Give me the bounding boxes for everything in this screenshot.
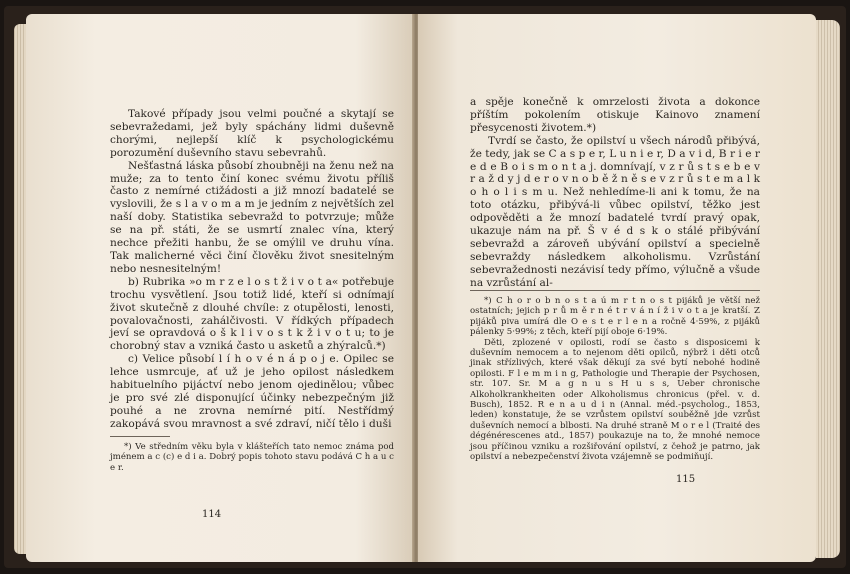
paragraph: Takové případy jsou velmi poučné a skytají se sebevražedami, jež byly spáchány lidmi duševně chorými, nejlepší klíč k psychologickému porozumění duševního stavu sebevrahů.: [110, 108, 394, 159]
paragraph: a spěje konečně k omrzelosti života a dokonce příštím pokolením otiskuje Kainovo znamení přesycenosti životem.*): [470, 96, 760, 134]
footnote: *) Ve středním věku byla v klášteřích tato nemoc známa pod jménem a c (c) e d i a. Dobrý popis tohoto stavu podává C h a u c e r.: [110, 442, 394, 473]
left-page-body: [110, 108, 394, 431]
left-page: [26, 14, 414, 562]
open-book: [4, 6, 846, 568]
right-page-body: [470, 96, 760, 290]
page-number-left: 114: [202, 509, 222, 520]
footnote-rule: [470, 290, 760, 291]
paragraph: Nešťastná láska působí zhoubněji na ženu než na muže; za to tento činí konec svému životu příliš často z nemírné ctižádosti a již mnozí badatelé se vyslovili, že s l a v o m a m je jedním z největších zel naší doby. Statistika sebevražd to potvrzuje; může se na př. státi, že se usmrtí znalec vína, který nechce přežiti hanbu, že se omýlil ve druhu vína. Tak malicherné věci činí člověku život snesitelným nebo nesnesitelným!: [110, 159, 394, 275]
right-page-footnotes: [470, 296, 760, 463]
paragraph: b) Rubrika »o m r z e l o s t ž i v o t a« potřebuje trochu vysvětlení. Jsou totiž lidé, kteří si odnímají život skutečně z dlouhé chvíle: z otupělosti, lenosti, povalovačnosti, zahálčivosti. V řídkých případech jeví se opravdová o š k l i v o s t k ž i v o t u; to je chorobný stav a vzniká často u asketů a zhýralců.*): [110, 275, 394, 353]
left-page-footnote: [110, 442, 394, 473]
footnote-rule: [110, 436, 170, 437]
paragraph: c) Velice působí l í h o v é n á p o j e. Opilec se lehce usmrcuje, ať už je jeho opilost následkem habituelního pijáctví nebo jenom ojedinělou; vůbec je pro své zlé disponující účinky nebezpečným již pouhé a ne zrovna nemírné pití. Nestřídmý zakopává svou mravnost a své zdraví, ničí tělo i duši: [110, 353, 394, 430]
right-page-edges: [816, 20, 840, 558]
footnote: *) C h o r o b n o s t a ú m r t n o s t pijáků je větší než ostatních; jejich p r ů m ě r n é t r v á n í ž i v o t a je kratší. Z pijáků piva umírá dle O e s t e r l e n a ročně 4·59%, z pijáků pálenky 5·99%; z těch, kteří pijí oboje 6·19%.: [470, 296, 760, 338]
paragraph: Tvrdí se často, že opilství u všech národů přibývá, že tedy, jak se C a s p e r, L u n i e r, D a v i d, B r i e r e d e B o i s m o n t a j. domnívají, v z r ů s t s e b e v r a ž d y j d e r o v n o b ě ž n ě s e v z r ů s t e m a l k o h o l i s m u. Než nehledíme-li ani k tomu, že na toto otázku, přibývá-li vůbec opilství, těžko jest odpověděti a že mnozí badatelé tvrdí pravý opak, ukazuje nám na př. Š v é d s k o stálé přibývání sebevražd a zároveň ubývání opilství a specielně sebevraždy následkem alkoholismu. Vzrůstání sebevražednosti nezávisí tedy přímo, výlučně a všude na vzrůstání al-: [470, 134, 760, 289]
right-page: [418, 14, 816, 562]
page-number-right: 115: [676, 474, 696, 485]
footnote: Děti, zplozené v opilosti, rodí se často s disposicemi k duševním nemocem a to nejenom děti opilců, nýbrž i děti otců jinak střízlivých, které však děkují za své bytí nebohé hodině opilosti. F l e m m i n g, Pathologie und Therapie der Psychosen, str. 107. Sr. M a g n u s H u s s, Ueber chronische Alkoholkrankheiten oder Alkoholismus chronicus (přel. v. d. Busch), 1852. R e n a u d i n (Annal. méd.-psycholog., 1853, leden) konstatuje, že se vzrůstem opilství souběžně jde vzrůst duševních nemocí a blbosti. Na druhé straně M o r e l (Traité des dégénérescenes atd., 1857) poukazuje na to, že mnohé nemoce jsou příčinou vzniku a rozšiřování opilství, z čehož je patrno, jak opilství a nebezpečenství života vzájemně se podmiňují.: [470, 337, 760, 463]
